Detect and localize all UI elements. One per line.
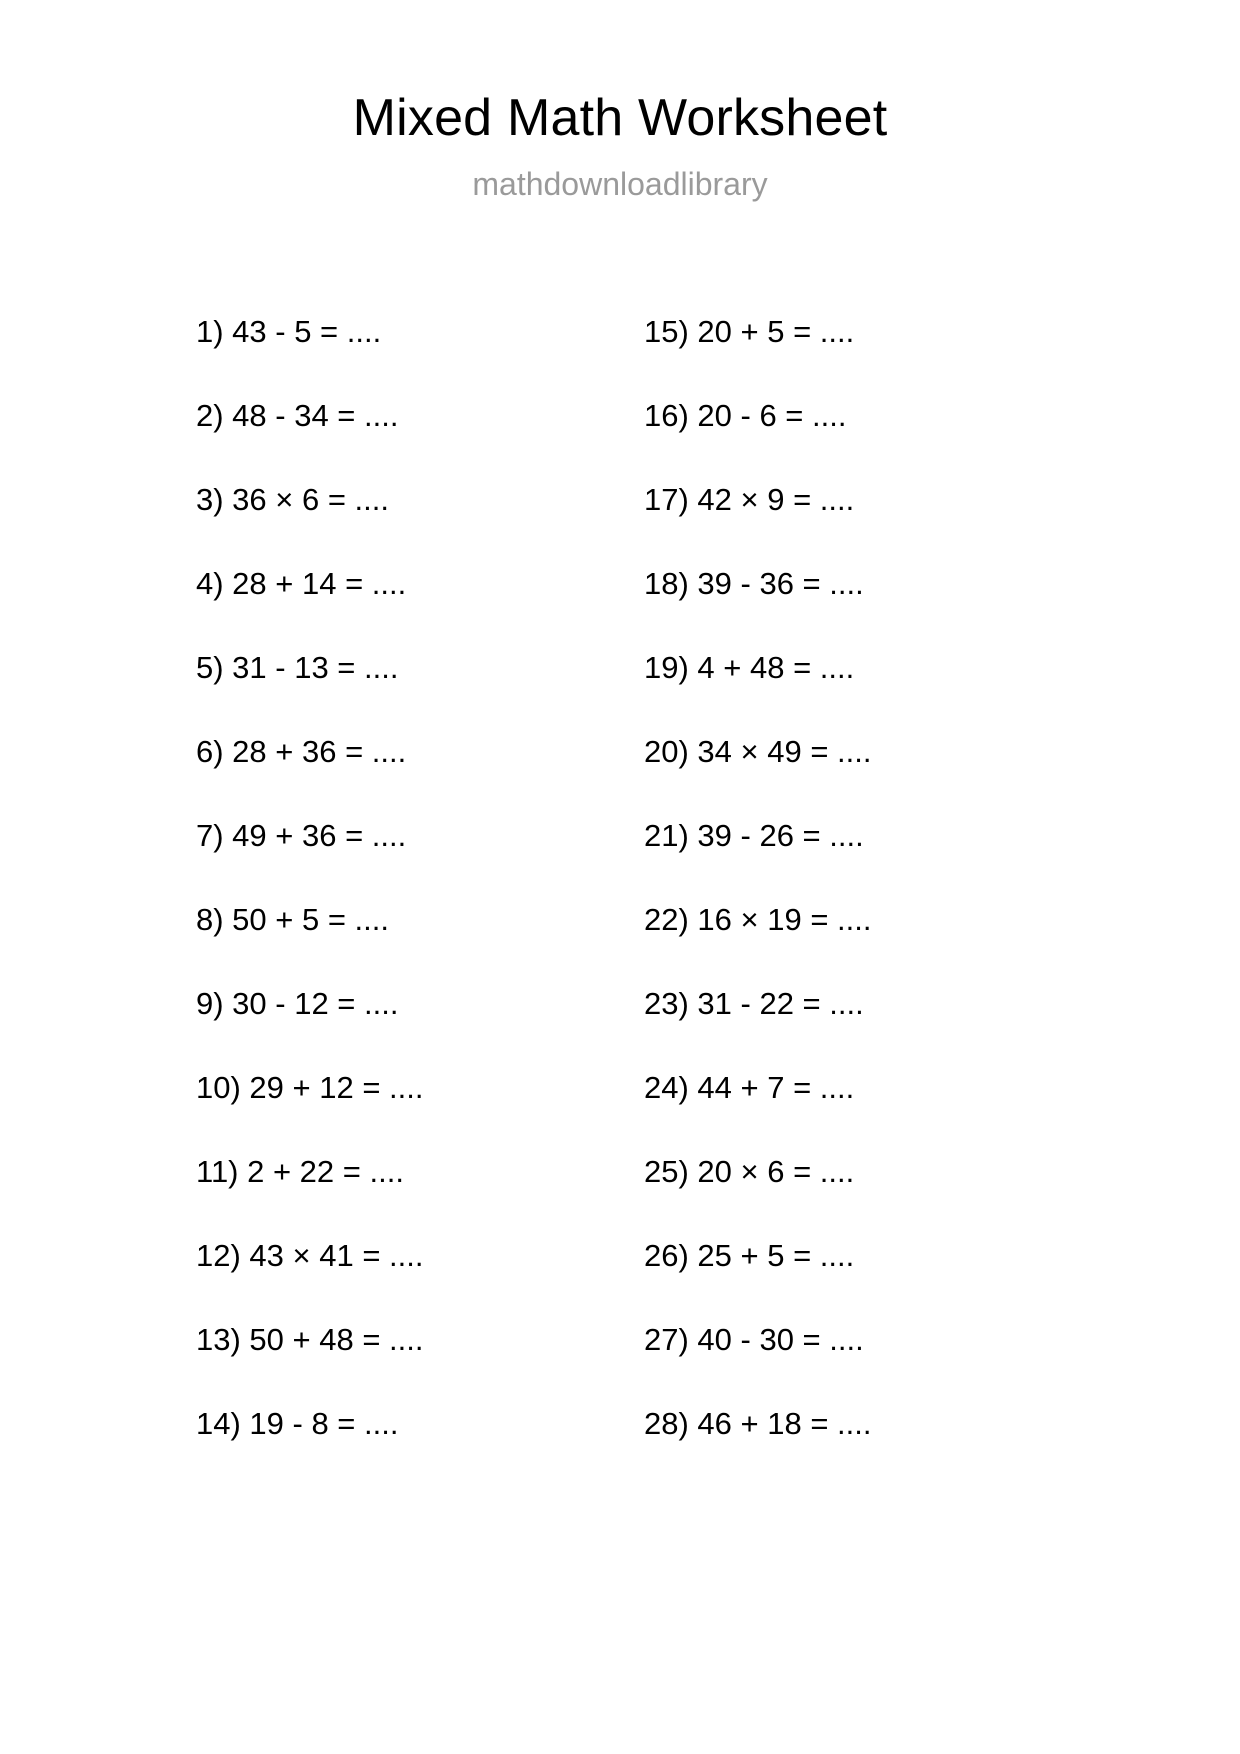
problem-item: 14) 19 - 8 = .... bbox=[196, 1405, 399, 1441]
problem-item: 11) 2 + 22 = .... bbox=[196, 1153, 404, 1189]
page-title: Mixed Math Worksheet bbox=[352, 89, 888, 147]
problem-item: 18) 39 - 36 = .... bbox=[644, 565, 864, 601]
page-subtitle: mathdownloadlibrary bbox=[472, 166, 768, 202]
problem-item: 5) 31 - 13 = .... bbox=[196, 649, 399, 685]
problem-item: 20) 34 × 49 = .... bbox=[644, 733, 872, 769]
problem-item: 2) 48 - 34 = .... bbox=[196, 397, 399, 433]
problem-item: 15) 20 + 5 = .... bbox=[644, 313, 855, 349]
problem-item: 22) 16 × 19 = .... bbox=[644, 901, 872, 937]
problem-item: 23) 31 - 22 = .... bbox=[644, 985, 864, 1021]
problem-item: 19) 4 + 48 = .... bbox=[644, 649, 855, 685]
problem-column-right bbox=[644, 289, 872, 1465]
problem-columns bbox=[0, 289, 1240, 1465]
problem-item: 26) 25 + 5 = .... bbox=[644, 1237, 855, 1273]
problem-item: 25) 20 × 6 = .... bbox=[644, 1153, 855, 1189]
problem-item: 28) 46 + 18 = .... bbox=[644, 1405, 872, 1441]
problem-item: 27) 40 - 30 = .... bbox=[644, 1321, 864, 1357]
problem-item: 24) 44 + 7 = .... bbox=[644, 1069, 855, 1105]
problem-item: 10) 29 + 12 = .... bbox=[196, 1069, 424, 1105]
problem-item: 6) 28 + 36 = .... bbox=[196, 733, 407, 769]
problem-column-left bbox=[196, 289, 448, 1465]
problem-item: 8) 50 + 5 = .... bbox=[196, 901, 390, 937]
problem-item: 12) 43 × 41 = .... bbox=[196, 1237, 424, 1273]
problem-item: 13) 50 + 48 = .... bbox=[196, 1321, 424, 1357]
problem-item: 16) 20 - 6 = .... bbox=[644, 397, 847, 433]
problem-item: 21) 39 - 26 = .... bbox=[644, 817, 864, 853]
problem-item: 17) 42 × 9 = .... bbox=[644, 481, 855, 517]
problem-item: 4) 28 + 14 = .... bbox=[196, 565, 407, 601]
problem-item: 1) 43 - 5 = .... bbox=[196, 313, 382, 349]
problem-item: 7) 49 + 36 = .... bbox=[196, 817, 407, 853]
problem-item: 3) 36 × 6 = .... bbox=[196, 481, 390, 517]
problem-item: 9) 30 - 12 = .... bbox=[196, 985, 399, 1021]
